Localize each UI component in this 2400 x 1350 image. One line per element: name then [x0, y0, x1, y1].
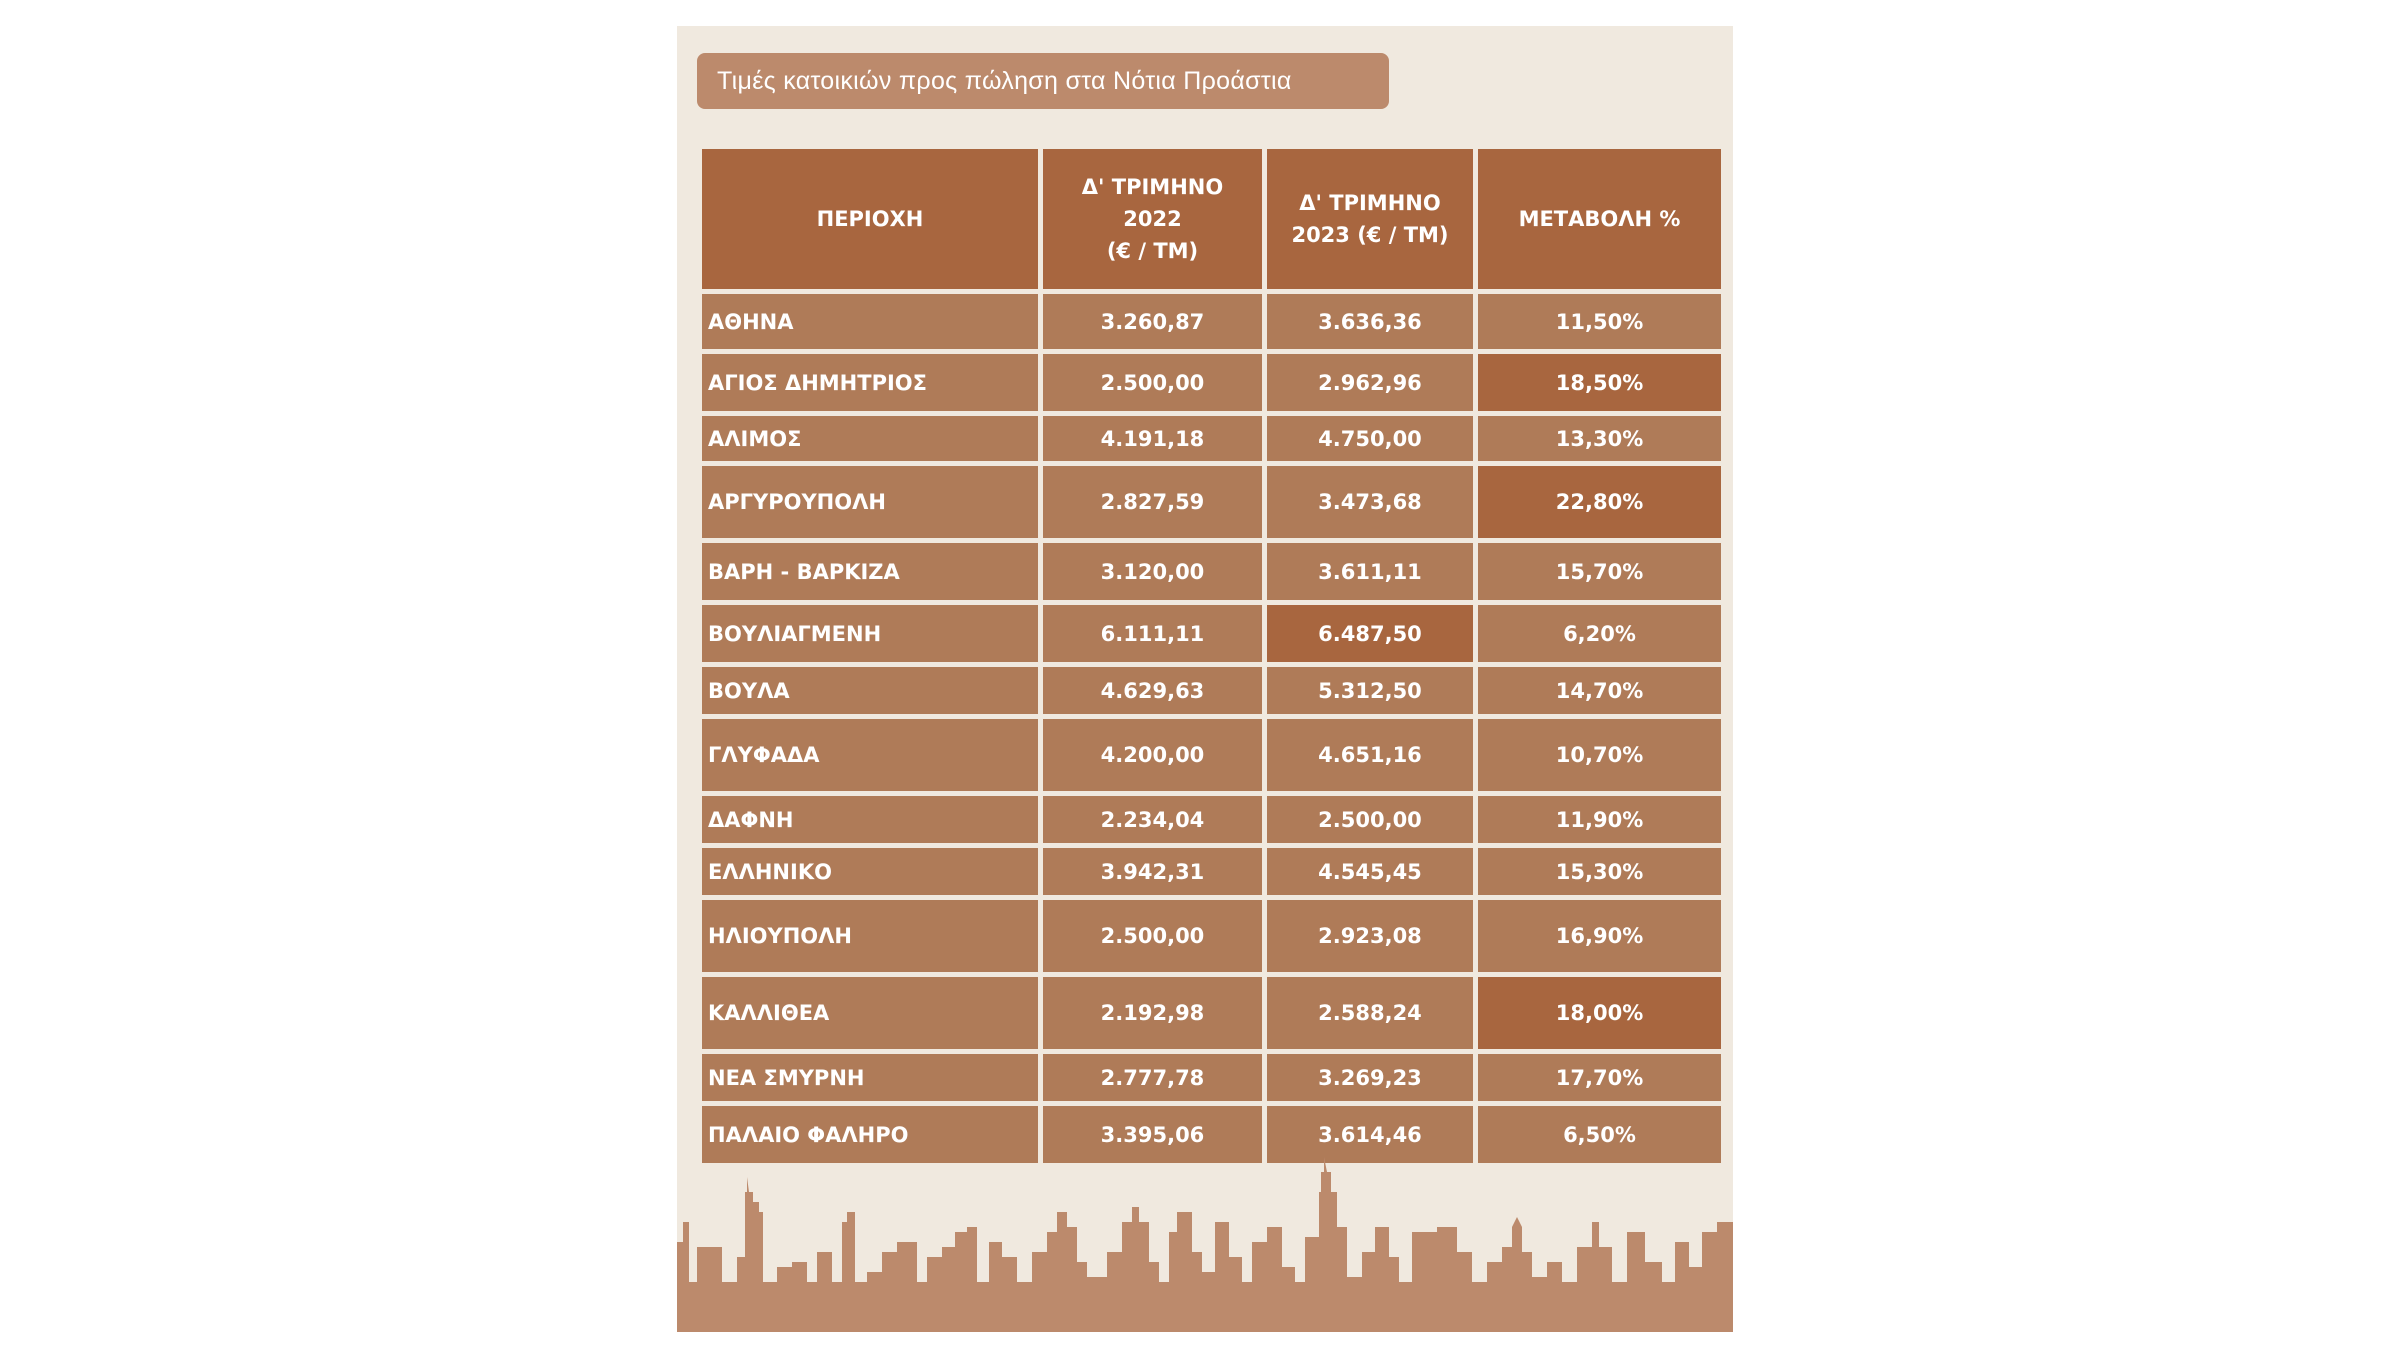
- header-change: ΜΕΤΑΒΟΛΗ %: [1478, 149, 1721, 289]
- cell-change: 18,50%: [1478, 354, 1721, 411]
- cell-q2022: 6.111,11: [1043, 605, 1262, 662]
- cell-change: 16,90%: [1478, 900, 1721, 972]
- cell-q2022: 2.234,04: [1043, 796, 1262, 843]
- cell-q2022: 3.395,06: [1043, 1106, 1262, 1163]
- cell-area: ΕΛΛΗΝΙΚΟ: [702, 848, 1038, 895]
- cell-area: ΠΑΛΑΙΟ ΦΑΛΗΡΟ: [702, 1106, 1038, 1163]
- header-area: ΠΕΡΙΟΧΗ: [702, 149, 1038, 289]
- price-table: [697, 144, 1726, 1168]
- cell-q2023: 3.611,11: [1267, 543, 1473, 600]
- table-header-row: [702, 149, 1721, 289]
- cell-q2023: 2.923,08: [1267, 900, 1473, 972]
- table-row: [702, 294, 1721, 349]
- cell-q2022: 2.827,59: [1043, 466, 1262, 538]
- table-row: [702, 605, 1721, 662]
- cell-change: 15,70%: [1478, 543, 1721, 600]
- table-row: [702, 416, 1721, 461]
- header-q4-2022: Δ' ΤΡΙΜΗΝΟ 2022 (€ / ΤΜ): [1043, 149, 1262, 289]
- cell-q2022: 4.629,63: [1043, 667, 1262, 714]
- infographic-card: [677, 26, 1733, 1332]
- cell-change: 15,30%: [1478, 848, 1721, 895]
- cell-area: ΒΑΡΗ - ΒΑΡΚΙΖΑ: [702, 543, 1038, 600]
- table-row: [702, 719, 1721, 791]
- cell-q2023: 2.588,24: [1267, 977, 1473, 1049]
- cell-change: 22,80%: [1478, 466, 1721, 538]
- table-row: [702, 977, 1721, 1049]
- cell-area: ΑΡΓΥΡΟΥΠΟΛΗ: [702, 466, 1038, 538]
- cell-q2022: 3.260,87: [1043, 294, 1262, 349]
- cell-q2022: 2.500,00: [1043, 354, 1262, 411]
- table-row: [702, 667, 1721, 714]
- header-q4-2023: Δ' ΤΡΙΜΗΝΟ 2023 (€ / ΤΜ): [1267, 149, 1473, 289]
- cell-change: 10,70%: [1478, 719, 1721, 791]
- cell-area: ΑΓΙΟΣ ΔΗΜΗΤΡΙΟΣ: [702, 354, 1038, 411]
- cell-area: ΗΛΙΟΥΠΟΛΗ: [702, 900, 1038, 972]
- cell-q2023: 3.269,23: [1267, 1054, 1473, 1101]
- cell-change: 11,90%: [1478, 796, 1721, 843]
- cell-area: ΝΕΑ ΣΜΥΡΝΗ: [702, 1054, 1038, 1101]
- cell-change: 18,00%: [1478, 977, 1721, 1049]
- cell-q2023: 2.962,96: [1267, 354, 1473, 411]
- cell-area: ΑΘΗΝΑ: [702, 294, 1038, 349]
- table-row: [702, 900, 1721, 972]
- cell-q2023: 3.614,46: [1267, 1106, 1473, 1163]
- cell-q2022: 3.942,31: [1043, 848, 1262, 895]
- cell-area: ΓΛΥΦΑΔΑ: [702, 719, 1038, 791]
- table-row: [702, 1054, 1721, 1101]
- cell-q2023: 4.651,16: [1267, 719, 1473, 791]
- cell-q2023: 6.487,50: [1267, 605, 1473, 662]
- cell-q2022: 2.192,98: [1043, 977, 1262, 1049]
- cell-q2022: 4.200,00: [1043, 719, 1262, 791]
- cell-q2023: 2.500,00: [1267, 796, 1473, 843]
- city-skyline-icon: [677, 1132, 1733, 1332]
- cell-q2022: 4.191,18: [1043, 416, 1262, 461]
- cell-q2023: 3.473,68: [1267, 466, 1473, 538]
- cell-q2022: 2.777,78: [1043, 1054, 1262, 1101]
- cell-change: 6,20%: [1478, 605, 1721, 662]
- page-title: Τιμές κατοικιών προς πώληση στα Νότια Προάστια: [697, 53, 1389, 109]
- cell-area: ΒΟΥΛΑ: [702, 667, 1038, 714]
- cell-q2023: 4.750,00: [1267, 416, 1473, 461]
- table-row: [702, 354, 1721, 411]
- cell-q2022: 3.120,00: [1043, 543, 1262, 600]
- table-row: [702, 466, 1721, 538]
- cell-change: 11,50%: [1478, 294, 1721, 349]
- table-row: [702, 796, 1721, 843]
- cell-q2023: 3.636,36: [1267, 294, 1473, 349]
- cell-area: ΔΑΦΝΗ: [702, 796, 1038, 843]
- cell-area: ΒΟΥΛΙΑΓΜΕΝΗ: [702, 605, 1038, 662]
- cell-change: 14,70%: [1478, 667, 1721, 714]
- table-row: [702, 848, 1721, 895]
- cell-area: ΚΑΛΛΙΘΕΑ: [702, 977, 1038, 1049]
- cell-change: 17,70%: [1478, 1054, 1721, 1101]
- cell-q2023: 5.312,50: [1267, 667, 1473, 714]
- cell-q2022: 2.500,00: [1043, 900, 1262, 972]
- table-row: [702, 543, 1721, 600]
- cell-q2023: 4.545,45: [1267, 848, 1473, 895]
- cell-change: 13,30%: [1478, 416, 1721, 461]
- cell-change: 6,50%: [1478, 1106, 1721, 1163]
- cell-area: ΑΛΙΜΟΣ: [702, 416, 1038, 461]
